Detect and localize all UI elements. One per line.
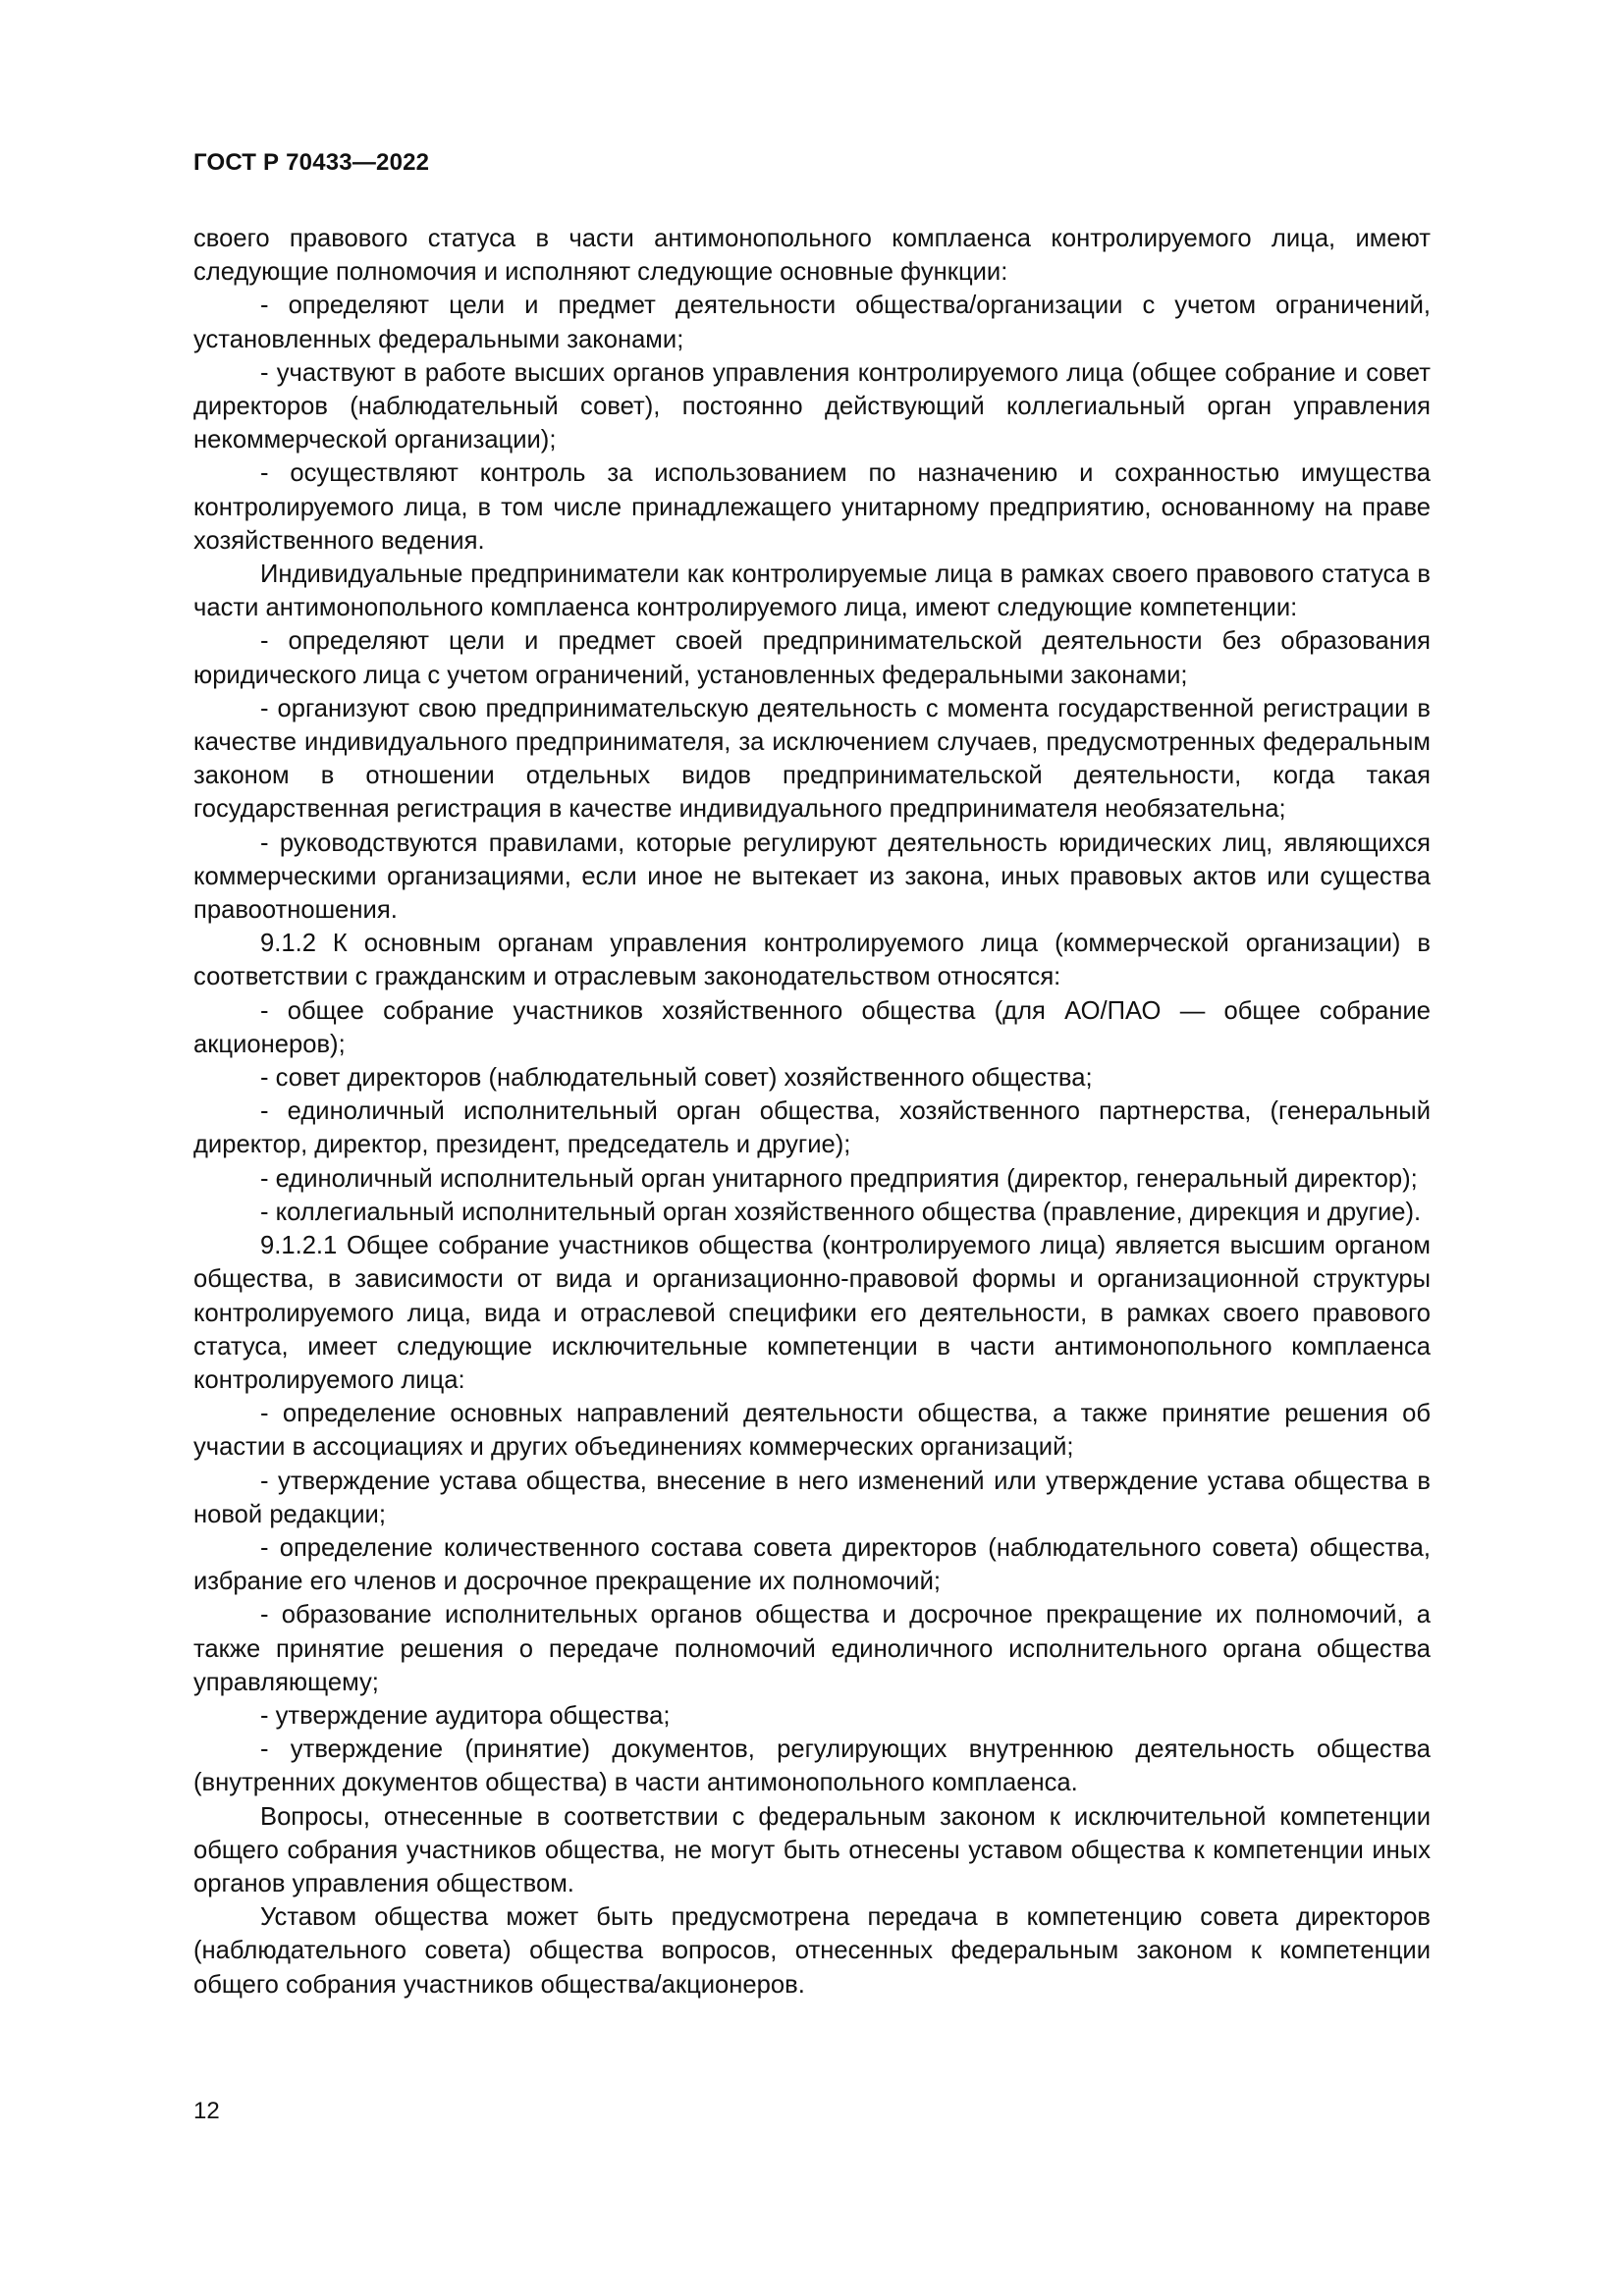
list-item: - утверждение (принятие) документов, регулирующих внутреннюю деятельность общества (внутренних документов общества) в части антимонопольного комплаенса.: [193, 1735, 1431, 1797]
paragraph: Индивидуальные предприниматели как контролируемые лица в рамках своего правового статуса в части антимонопольного комплаенса контролируемого лица, имеют следующие компетенции:: [193, 561, 1431, 622]
list-item: - определяют цели и предмет деятельности общества/организации с учетом ограничений, установленных федеральными законами;: [193, 292, 1431, 353]
list-item: - утверждение аудитора общества;: [260, 1701, 671, 1730]
paragraph-continuation: своего правового статуса в части антимонопольного комплаенса контролируемого лица, имеют следующие полномочия и исполняют следующие основные функции:: [193, 225, 1431, 287]
list-item: - участвуют в работе высших органов управления контролируемого лица (общее собрание и совет директоров (наблюдательный совет), постоянно действующий коллегиальный орган управления некоммерческой организации);: [193, 358, 1431, 454]
document-code-header: ГОСТ Р 70433—2022: [193, 149, 430, 176]
list-item: - утверждение устава общества, внесение в него изменений или утверждение устава общества в новой редакции;: [193, 1467, 1431, 1528]
clause-9-1-2: 9.1.2 К основным органам управления контролируемого лица (коммерческой организации) в соответствии с гражданским и отраслевым законодательством относятся:: [193, 930, 1431, 991]
paragraph: Уставом общества может быть предусмотрена передача в компетенцию совета директоров (наблюдательного совета) общества вопросов, отнесенных федеральным законом к компетенции общего собрания участников общества/акционеров.: [193, 1903, 1431, 1999]
list-item: - определяют цели и предмет своей предпринимательской деятельности без образования юридического лица с учетом ограничений, установленных федеральными законами;: [193, 627, 1431, 689]
list-item: - совет директоров (наблюдательный совет) хозяйственного общества;: [260, 1064, 1093, 1093]
list-item: - определение основных направлений деятельности общества, а также принятие решения об участии в ассоциациях и других объединениях коммерческих организаций;: [193, 1400, 1431, 1462]
paragraph: Вопросы, отнесенные в соответствии с федеральным законом к исключительной компетенции общего собрания участников общества, не могут быть отнесены уставом общества к компетенции иных органов управления обществом.: [193, 1802, 1431, 1897]
clause-9-1-2-1: 9.1.2.1 Общее собрание участников общества (контролируемого лица) является высшим органом общества, в зависимости от вида и организационно-правовой формы и организационной структуры контролируемого лица, вида и отраслевой специфики его деятельности, в рамках своего правового статуса, имеет следующие исключительные компетенции в части антимонопольного комплаенса контролируемого лица:: [193, 1232, 1431, 1394]
list-item: - коллегиальный исполнительный орган хозяйственного общества (правление, дирекция и другие).: [260, 1198, 1422, 1226]
list-item: - осуществляют контроль за использованием по назначению и сохранностью имущества контролируемого лица, в том числе принадлежащего унитарному предприятию, основанному на праве хозяйственного ведения.: [193, 459, 1431, 555]
list-item: - единоличный исполнительный орган общества, хозяйственного партнерства, (генеральный директор, директор, президент, председатель и другие);: [193, 1097, 1431, 1159]
list-item: - образование исполнительных органов общества и досрочное прекращение их полномочий, а также принятие решения о передаче полномочий единоличного исполнительного органа общества управляющему;: [193, 1601, 1431, 1696]
list-item: - определение количественного состава совета директоров (наблюдательного совета) общества, избрание его членов и досрочное прекращение их полномочий;: [193, 1533, 1431, 1596]
list-item: - общее собрание участников хозяйственного общества (для АО/ПАО — общее собрание акционеров);: [193, 996, 1431, 1058]
list-item: - руководствуются правилами, которые регулируют деятельность юридических лиц, являющихся коммерческими организациями, если иное не вытекает из закона, иных правовых актов или существа правоотношения.: [193, 828, 1431, 925]
list-item: - организуют свою предпринимательскую деятельность с момента государственной регистрации в качестве индивидуального предпринимателя, за исключением случаев, предусмотренных федеральным законом в отношении отдельных видов предпринимательской деятельности, когда такая государственная регистрация в качестве индивидуального предпринимателя необязательна;: [193, 694, 1431, 824]
page-number: 12: [193, 2098, 220, 2124]
document-body: [193, 222, 1431, 2002]
list-item: - единоличный исполнительный орган унитарного предприятия (директор, генеральный директор);: [260, 1164, 1418, 1193]
